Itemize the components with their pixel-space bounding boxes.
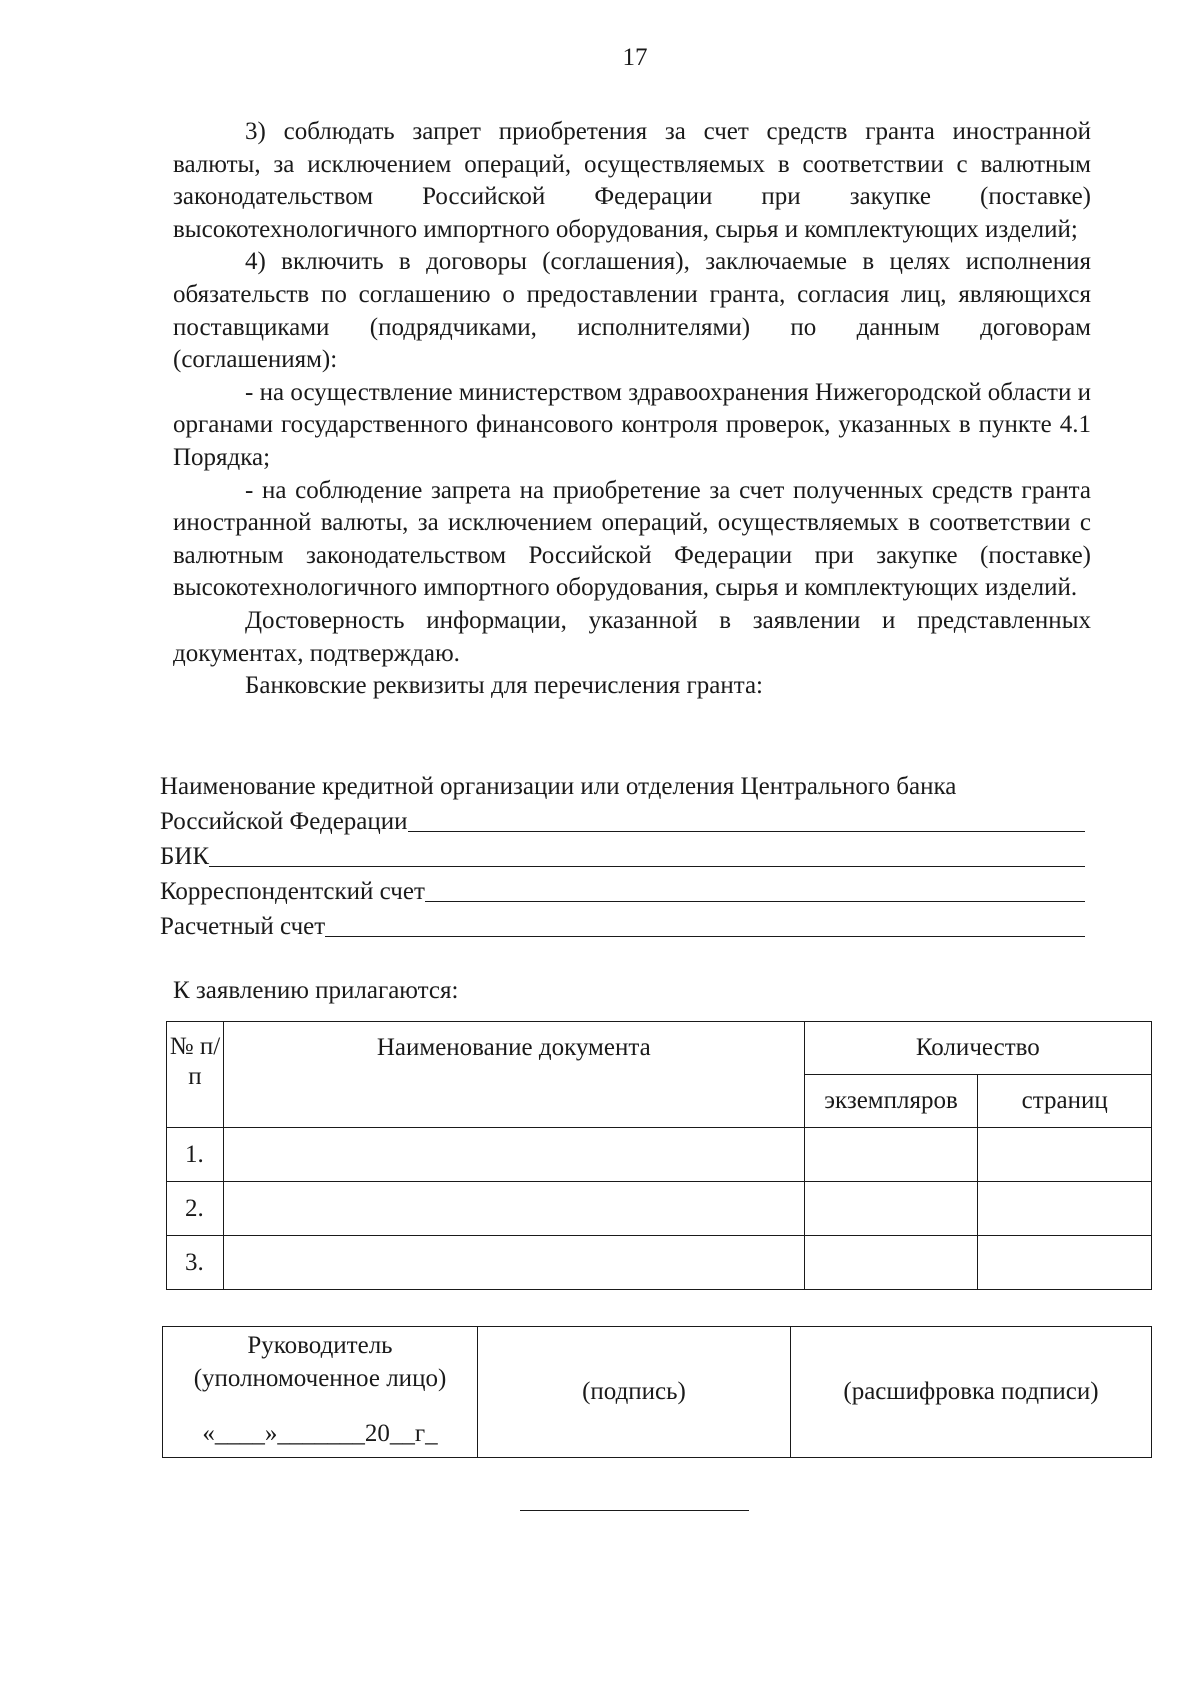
attachments-table	[166, 1021, 1152, 1290]
header-quantity: Количество	[804, 1022, 1151, 1075]
bik-field	[160, 839, 1091, 874]
body-text	[173, 116, 1091, 703]
row-number: 2.	[167, 1182, 224, 1236]
row-copies[interactable]	[804, 1182, 978, 1236]
page-number: 17	[622, 44, 648, 71]
signature-decode-cell[interactable]	[791, 1327, 1152, 1458]
bank-org-label: Наименование кредитной организации или отделения Центрального банка	[160, 773, 957, 800]
bik-label: БИК	[160, 843, 210, 870]
signature-label: (подпись)	[582, 1378, 686, 1405]
account-field	[160, 909, 1091, 944]
signature-date[interactable]: «____»_______20__г_	[202, 1420, 438, 1447]
signature-cell[interactable]	[478, 1327, 791, 1458]
table-row	[167, 1236, 1152, 1290]
row-document-name[interactable]	[223, 1128, 804, 1182]
signatory-subtitle: (уполномоченное лицо)	[193, 1365, 447, 1392]
row-number: 1.	[167, 1128, 224, 1182]
paragraph-consent-currency: - на соблюдение запрета на приобретение за счет полученных средств гранта иностранной валюты, за исключением операций, осуществляемых в соответствии с валютным законодательством Российской Федерации при закупке (поставке) высокотехнологичного импортного оборудования, сырья и комплектующих изделий.	[173, 476, 1091, 602]
header-copies: экземпляров	[804, 1075, 978, 1128]
corr-account-label: Корреспондентский счет	[160, 878, 425, 905]
table-row	[167, 1128, 1152, 1182]
signatory-cell	[163, 1327, 478, 1458]
bank-details	[160, 769, 1091, 944]
row-document-name[interactable]	[223, 1236, 804, 1290]
header-name: Наименование документа	[223, 1022, 804, 1128]
row-pages[interactable]	[978, 1236, 1152, 1290]
paragraph-bank-intro: Банковские реквизиты для перечисления гранта:	[245, 672, 764, 700]
bank-org-blank[interactable]	[408, 805, 1085, 832]
paragraph-confirmation: Достоверность информации, указанной в заявлении и представленных документах, подтверждаю.	[173, 606, 1091, 667]
header-num: № п/п	[167, 1022, 224, 1128]
signature-table	[162, 1326, 1152, 1458]
signatory-title: Руководитель	[247, 1332, 393, 1359]
corr-account-blank[interactable]	[425, 875, 1085, 902]
paragraph-item-3: 3) соблюдать запрет приобретения за счет средств гранта иностранной валюты, за исключением операций, осуществляемых в соответствии с валютным законодательством Российской Федерации при закупке (поставке) высокотехнологичного импортного оборудования, сырья и комплектующих изделий;	[173, 118, 1091, 243]
corr-account-field	[160, 874, 1091, 909]
signature-decode-label: (расшифровка подписи)	[843, 1378, 1099, 1405]
account-label: Расчетный счет	[160, 913, 326, 940]
attachments-title: К заявлению прилагаются:	[173, 977, 459, 1004]
row-document-name[interactable]	[223, 1182, 804, 1236]
table-row	[167, 1182, 1152, 1236]
row-pages[interactable]	[978, 1182, 1152, 1236]
header-pages: страниц	[978, 1075, 1152, 1128]
bank-org-field	[160, 804, 1091, 839]
row-copies[interactable]	[804, 1236, 978, 1290]
paragraph-item-4: 4) включить в договоры (соглашения), заключаемые в целях исполнения обязательств по соглашению о предоставлении гранта, согласия лиц, являющихся поставщиками (подрядчиками, исполнителями) по данным договорам (соглашениям):	[173, 248, 1091, 374]
account-blank[interactable]	[325, 910, 1085, 937]
end-divider	[520, 1510, 749, 1511]
paragraph-consent-inspections: - на осуществление министерством здравоохранения Нижегородской области и органами государственного финансового контроля проверок, указанных в пункте 4.1 Порядка;	[173, 378, 1091, 471]
bik-blank[interactable]	[209, 840, 1085, 867]
bank-org-label-cont: Российской Федерации	[160, 808, 408, 835]
row-copies[interactable]	[804, 1128, 978, 1182]
row-pages[interactable]	[978, 1128, 1152, 1182]
row-number: 3.	[167, 1236, 224, 1290]
